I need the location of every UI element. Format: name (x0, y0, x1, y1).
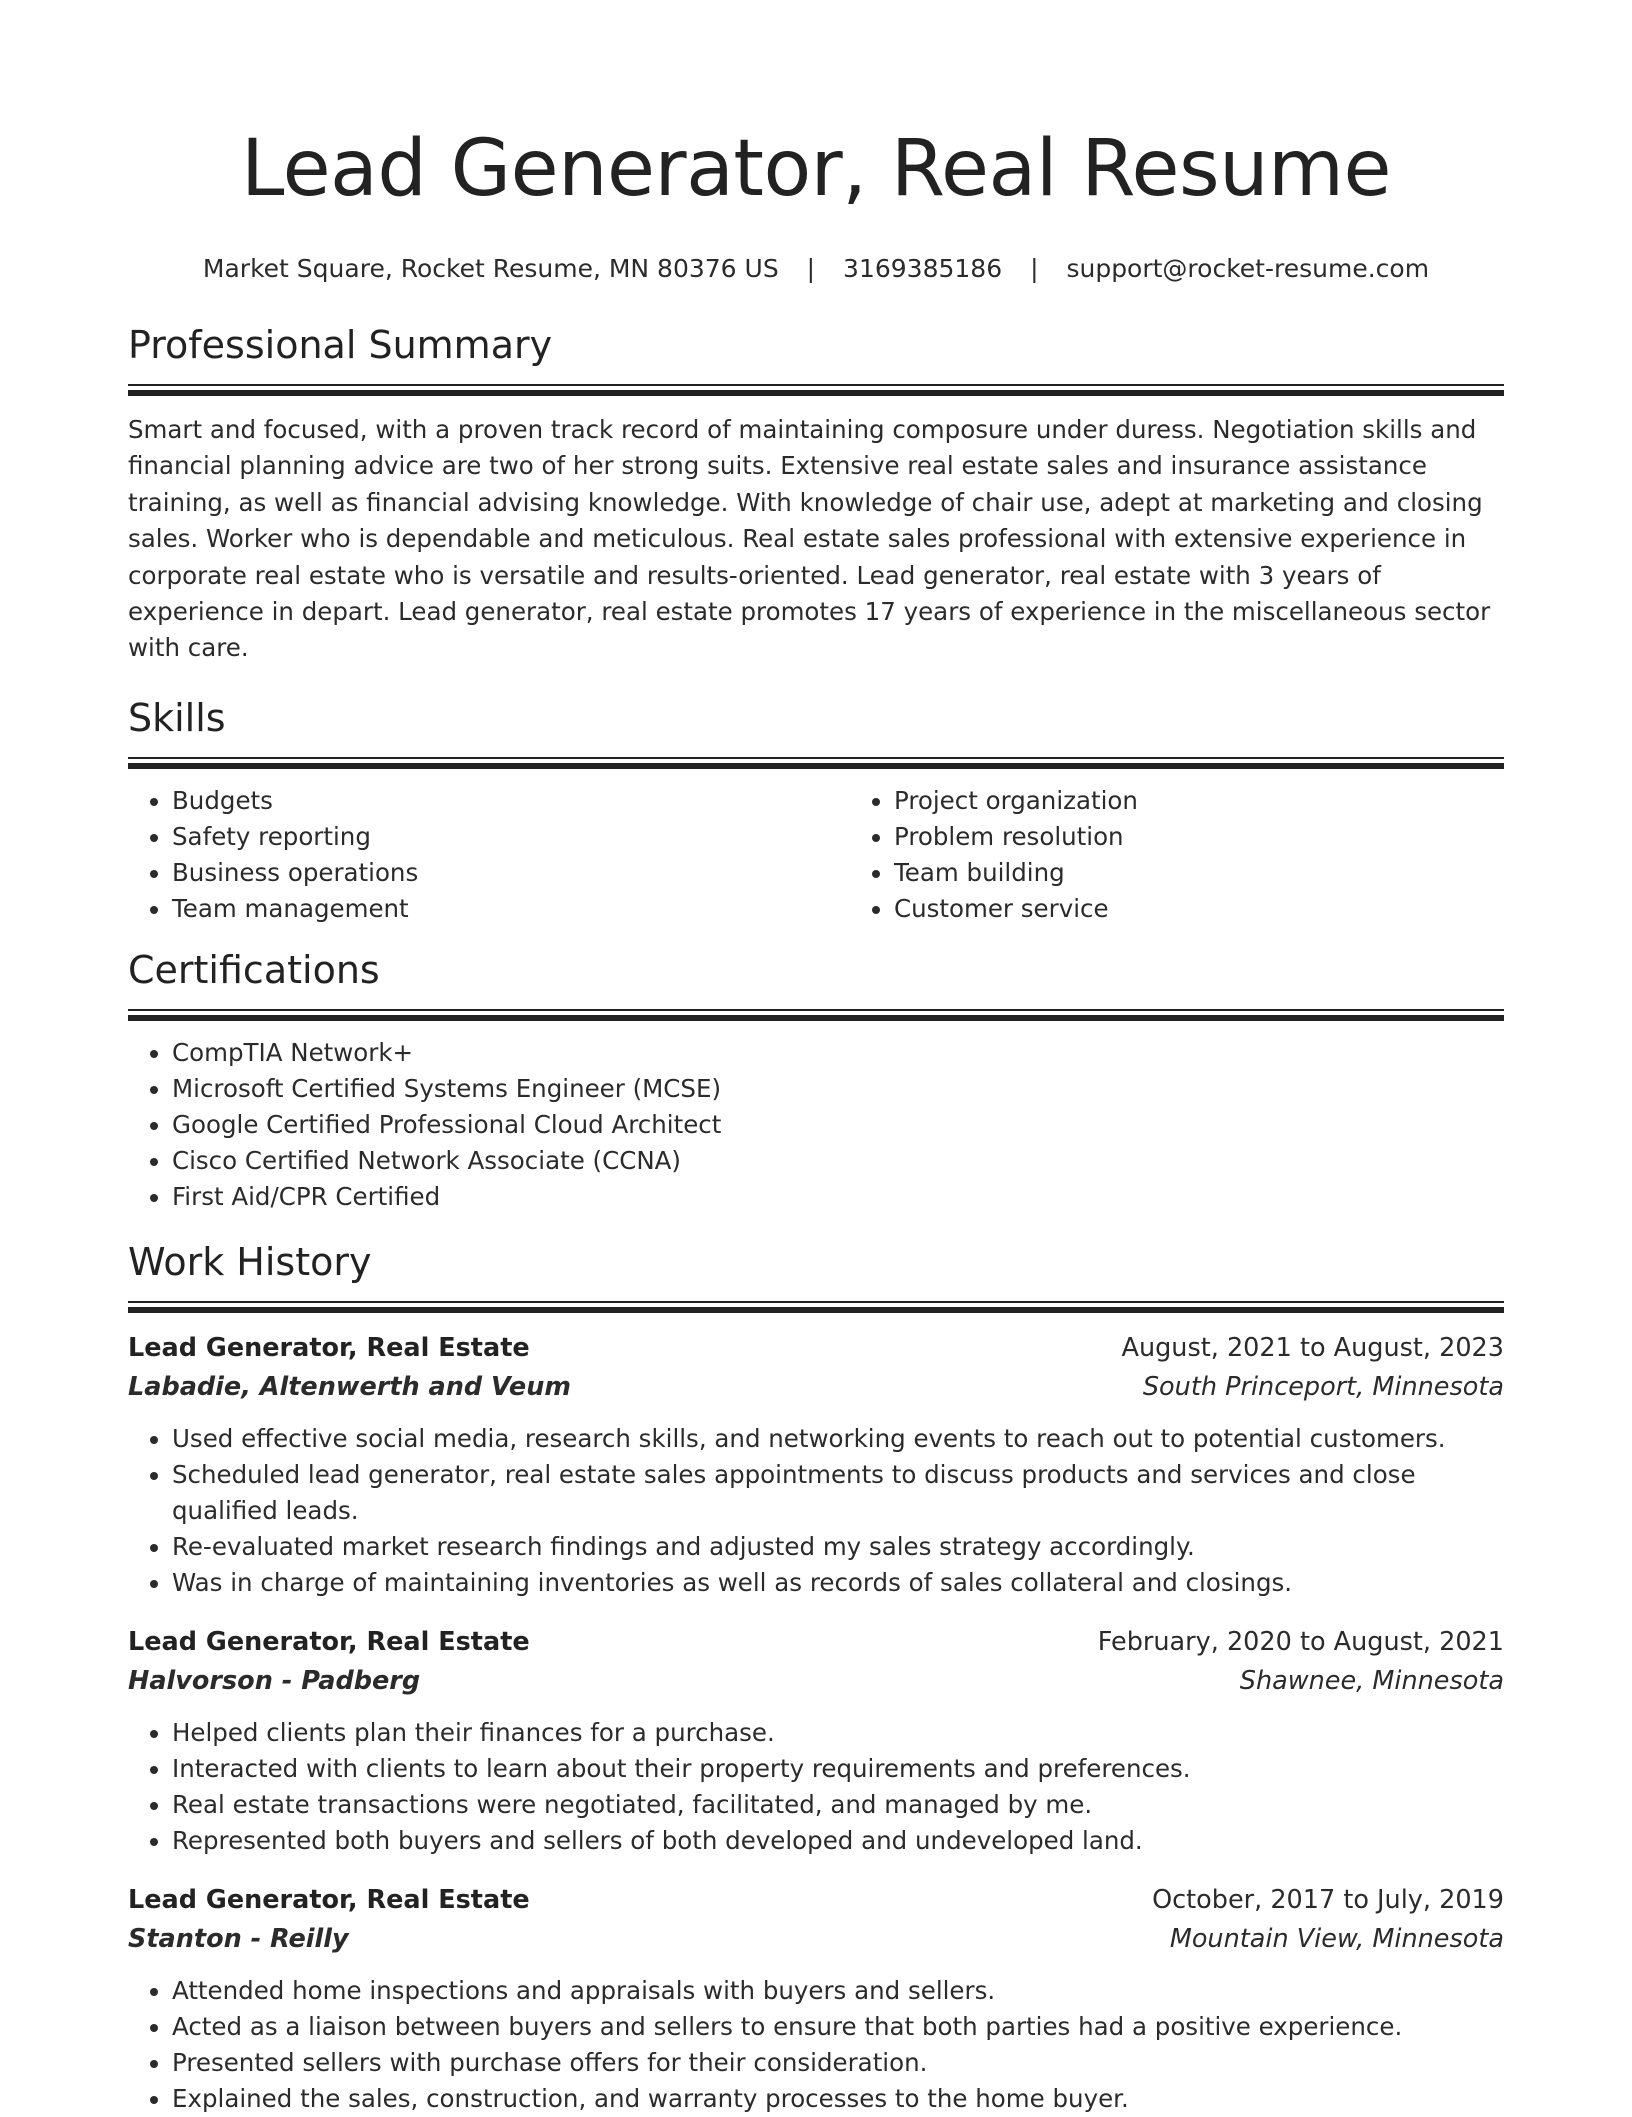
job-company: Labadie, Altenwerth and Veum (128, 1371, 571, 1402)
job-title: Lead Generator, Real Estate (128, 1332, 530, 1363)
skills-list-right (850, 783, 1572, 927)
job-bullet: • Explained the sales, construction, and warranty processes to the home buyer. (172, 2081, 1504, 2117)
job-bullet: • Represented both buyers and sellers of both developed and undeveloped land. (172, 1823, 1504, 1859)
job-entry (128, 1623, 1504, 1859)
job-bullet: • Helped clients plan their finances for a purchase. (172, 1715, 1504, 1751)
section-divider (128, 1009, 1504, 1019)
summary-text: Smart and focused, with a proven track record of maintaining composure under duress. Negotiation skills and financial planning advice are two of her strong suits. Extensive real estate sales and insurance assistance training, as well as financial advising knowledge. With knowledge of chair use, adept at marketing and closing sales. Worker who is dependable and meticulous. Real estate sales professional with extensive experience in corporate real estate who is versatile and results-oriented. Lead generator, real estate with 3 years of experience in depart. Lead generator, real estate promotes 17 years of experience in the miscellaneous sector with care. (128, 415, 1491, 663)
job-company: Stanton - Reilly (128, 1923, 349, 1954)
job-bullet: • Scheduled lead generator, real estate sales appointments to discuss products and services and close qualified leads. (172, 1457, 1504, 1529)
job-bullet: • Real estate transactions were negotiated, facilitated, and managed by me. (172, 1787, 1504, 1823)
job-subheader (128, 1662, 1504, 1701)
work-history-section (128, 1237, 1504, 2117)
job-entry (128, 1881, 1504, 2117)
job-entry (128, 1329, 1504, 1601)
certification-item: • Cisco Certified Network Associate (CCNA) (172, 1143, 1504, 1179)
job-dates: August, 2021 to August, 2023 (1121, 1332, 1504, 1363)
section-title-work-history: Work History (128, 1239, 372, 1284)
job-bullet: • Re-evaluated market research findings and adjusted my sales strategy accordingly. (172, 1529, 1504, 1565)
certifications-list (128, 1035, 1504, 1215)
job-subheader (128, 1368, 1504, 1407)
section-divider (128, 384, 1504, 394)
job-header (128, 1881, 1504, 1920)
skills-list-left (128, 783, 850, 927)
contact-email: support@rocket-resume.com (1066, 254, 1430, 283)
job-header (128, 1623, 1504, 1662)
job-bullet: • Was in charge of maintaining inventories as well as records of sales collateral and closings. (172, 1565, 1504, 1601)
skill-item: • Problem resolution (894, 819, 1572, 855)
job-bullet: • Presented sellers with purchase offers for their consideration. (172, 2045, 1504, 2081)
section-title-certifications: Certifications (128, 947, 380, 992)
job-location: South Princeport, Minnesota (1142, 1371, 1504, 1402)
section-divider (128, 757, 1504, 767)
contact-separator: | (1030, 254, 1039, 283)
certification-item: • Microsoft Certified Systems Engineer (MCSE) (172, 1071, 1504, 1107)
job-company: Halvorson - Padberg (128, 1665, 421, 1696)
certification-item: • CompTIA Network+ (172, 1035, 1504, 1071)
skill-item: • Safety reporting (172, 819, 850, 855)
resume-name: Lead Generator, Real Resume (240, 124, 1392, 214)
certifications-section (128, 945, 1504, 1215)
contact-phone: 3169385186 (843, 254, 1003, 283)
summary-section (128, 320, 1504, 667)
job-dates: October, 2017 to July, 2019 (1152, 1884, 1504, 1915)
contact-address: Market Square, Rocket Resume, MN 80376 US (202, 254, 779, 283)
certification-item: • First Aid/CPR Certified (172, 1179, 1504, 1215)
job-bullets (128, 1973, 1504, 2117)
job-bullet: • Used effective social media, research skills, and networking events to reach out to potential customers. (172, 1421, 1504, 1457)
skill-item: • Team building (894, 855, 1572, 891)
job-subheader (128, 1920, 1504, 1959)
skill-item: • Business operations (172, 855, 850, 891)
skill-item: • Customer service (894, 891, 1572, 927)
job-bullet: • Acted as a liaison between buyers and sellers to ensure that both parties had a positive experience. (172, 2009, 1504, 2045)
certification-item: • Google Certified Professional Cloud Architect (172, 1107, 1504, 1143)
section-divider (128, 1301, 1504, 1311)
resume-page (128, 0, 1504, 2117)
skill-item: • Project organization (894, 783, 1572, 819)
contact-separator: | (806, 254, 816, 283)
job-title: Lead Generator, Real Estate (128, 1884, 530, 1915)
job-location: Mountain View, Minnesota (1169, 1923, 1504, 1954)
job-location: Shawnee, Minnesota (1239, 1665, 1504, 1696)
job-title: Lead Generator, Real Estate (128, 1626, 530, 1657)
job-bullets (128, 1421, 1504, 1601)
section-title-summary: Professional Summary (128, 323, 553, 367)
job-bullets (128, 1715, 1504, 1859)
skill-item: • Team management (172, 891, 850, 927)
job-header (128, 1329, 1504, 1368)
contact-line (128, 252, 1504, 286)
job-bullet: • Interacted with clients to learn about their property requirements and preferences. (172, 1751, 1504, 1787)
skills-grid (128, 783, 1504, 927)
section-title-skills: Skills (128, 695, 226, 740)
skills-section (128, 693, 1504, 927)
job-bullet: • Attended home inspections and appraisals with buyers and sellers. (172, 1973, 1504, 2009)
skill-item: • Budgets (172, 783, 850, 819)
job-dates: February, 2020 to August, 2021 (1097, 1626, 1504, 1657)
